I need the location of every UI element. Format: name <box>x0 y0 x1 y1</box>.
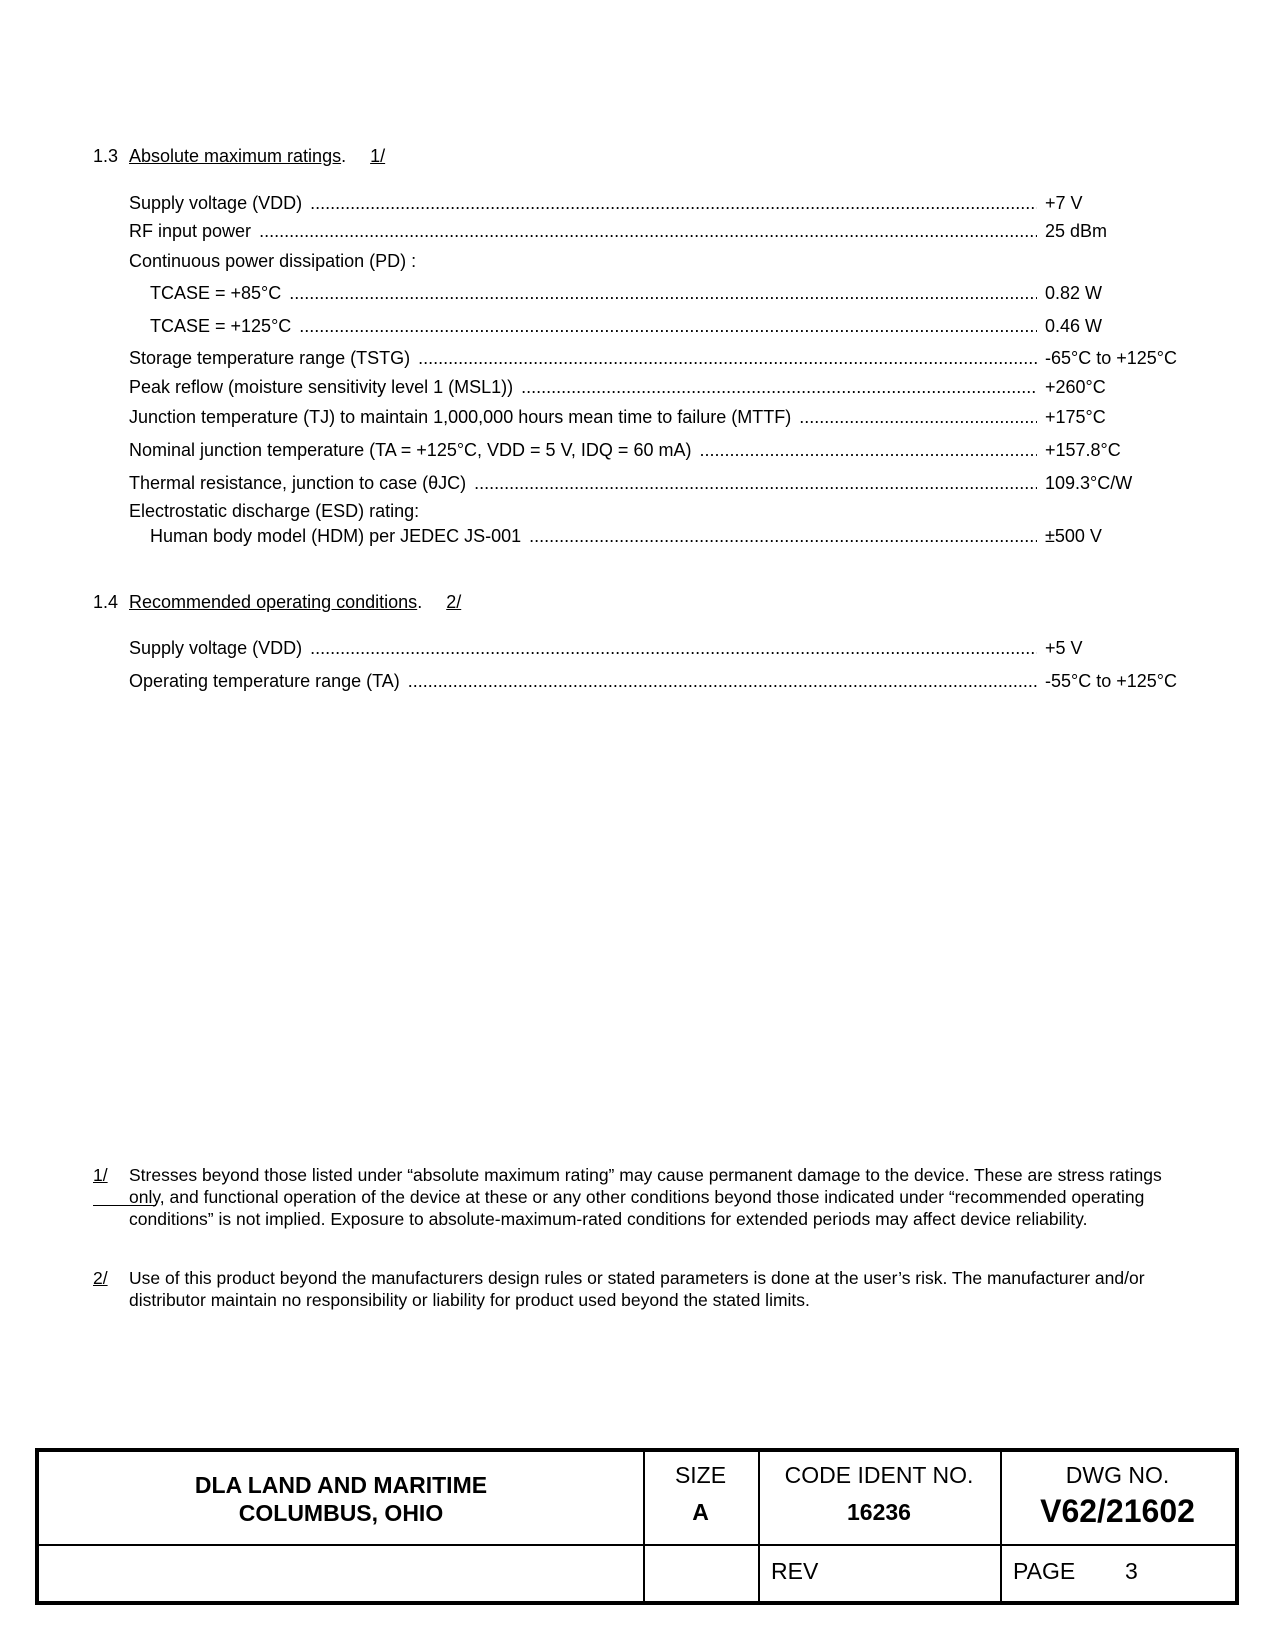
condition-value: -55°C to +125°C <box>1045 671 1177 691</box>
title-block-divider <box>39 1544 1235 1546</box>
rating-value: ±500 V <box>1045 526 1102 546</box>
condition-label: Operating temperature range (TA) <box>129 671 400 691</box>
footnote-mark: 1/ <box>93 1165 108 1185</box>
leader-dots <box>699 440 1037 461</box>
rating-label: RF input power <box>129 221 252 241</box>
rating-value: 25 dBm <box>1045 221 1108 241</box>
footnote-ref: 1/ <box>370 146 386 166</box>
rating-value: +157.8°C <box>1045 440 1121 460</box>
condition-label: Supply voltage (VDD) <box>129 638 303 658</box>
rating-subheading: Continuous power dissipation (PD) : <box>129 251 417 271</box>
rating-value: +260°C <box>1045 377 1106 397</box>
rating-row <box>129 348 1177 372</box>
rating-row <box>129 377 1106 401</box>
rating-row <box>129 221 1108 245</box>
section-number: 1.4 <box>93 592 119 612</box>
rating-value: 0.46 W <box>1045 316 1103 336</box>
leader-dots <box>474 473 1037 494</box>
rating-label: Junction temperature (TJ) to maintain 1,000,000 hours mean time to failure (MTTF) <box>129 407 792 427</box>
page-label: PAGE <box>1013 1558 1076 1584</box>
rating-row <box>129 440 1121 464</box>
footnote-2 <box>93 1267 1193 1311</box>
rating-value: 109.3°C/W <box>1045 473 1133 493</box>
rating-label: Nominal junction temperature (TA = +125°C, VDD = 5 V, IDQ = 60 mA) <box>129 440 692 460</box>
footnote-text: Use of this product beyond the manufacturers design rules or stated parameters is done at the user’s risk. The manufacturer and/or distributor maintain no responsibility or liability for product used beyond the stated limits. <box>129 1268 1145 1310</box>
rating-label: Storage temperature range (TSTG) <box>129 348 411 368</box>
rating-label: TCASE = +85°C <box>150 283 282 303</box>
title-block <box>35 1448 1239 1605</box>
page-number: 3 <box>1125 1558 1138 1584</box>
footnote-ref: 2/ <box>446 592 462 612</box>
leader-dots <box>310 638 1037 659</box>
rating-label: Thermal resistance, junction to case (θJC) <box>129 473 467 493</box>
dwg-no-value: V62/21602 <box>1040 1493 1195 1529</box>
section-1-3-heading: 1.3 Absolute maximum ratings. 1/ <box>93 146 386 166</box>
section-1-4-heading: 1.4 Recommended operating conditions. 2/ <box>93 592 462 612</box>
leader-dots <box>408 671 1037 692</box>
leader-dots <box>418 348 1037 369</box>
rating-row <box>129 473 1133 497</box>
rating-label: TCASE = +125°C <box>150 316 292 336</box>
leader-dots <box>259 221 1037 242</box>
condition-row <box>129 671 1177 695</box>
rating-row <box>150 283 1103 307</box>
leader-dots <box>299 316 1037 337</box>
rating-row <box>129 193 1083 217</box>
dwg-no-label: DWG NO. <box>1065 1462 1170 1488</box>
rating-value: +7 V <box>1045 193 1083 213</box>
section-title: Absolute maximum ratings <box>129 146 342 166</box>
leader-dots <box>289 283 1037 304</box>
rating-label: Peak reflow (moisture sensitivity level 1 (MSL1)) <box>129 377 514 397</box>
size-value: A <box>692 1499 709 1525</box>
code-ident-label: CODE IDENT NO. <box>784 1462 974 1488</box>
rating-row <box>150 526 1102 550</box>
leader-dots <box>310 193 1037 214</box>
size-label: SIZE <box>674 1462 727 1488</box>
leader-dots <box>521 377 1037 398</box>
condition-value: +5 V <box>1045 638 1083 658</box>
section-number: 1.3 <box>93 146 119 166</box>
rating-value: -65°C to +125°C <box>1045 348 1177 368</box>
footnote-text: Stresses beyond those listed under “absolute maximum rating” may cause permanent damage to the device. These are stress ratings only, and functional operation of the device at these or any other conditions beyond those indicated under “recommended operating conditions” is not implied. Exposure to absolute-maximum-rated conditions for extended periods may affect device reliability. <box>129 1165 1162 1229</box>
footnote-1 <box>93 1164 1193 1230</box>
rating-row <box>150 316 1103 340</box>
rating-label: Human body model (HDM) per JEDEC JS-001 <box>150 526 522 546</box>
agency-name: DLA LAND AND MARITIME COLUMBUS, OHIO <box>194 1472 488 1526</box>
rating-value: +175°C <box>1045 407 1106 427</box>
rev-label: REV <box>771 1558 819 1584</box>
leader-dots <box>529 526 1037 547</box>
code-ident-value: 16236 <box>847 1499 911 1525</box>
rating-row <box>129 407 1106 431</box>
rating-label: Supply voltage (VDD) <box>129 193 303 213</box>
rating-value: 0.82 W <box>1045 283 1103 303</box>
rating-subheading: Electrostatic discharge (ESD) rating: <box>129 501 420 521</box>
section-title: Recommended operating conditions <box>129 592 418 612</box>
condition-row <box>129 638 1083 662</box>
footnote-mark: 2/ <box>93 1268 108 1288</box>
leader-dots <box>799 407 1037 428</box>
